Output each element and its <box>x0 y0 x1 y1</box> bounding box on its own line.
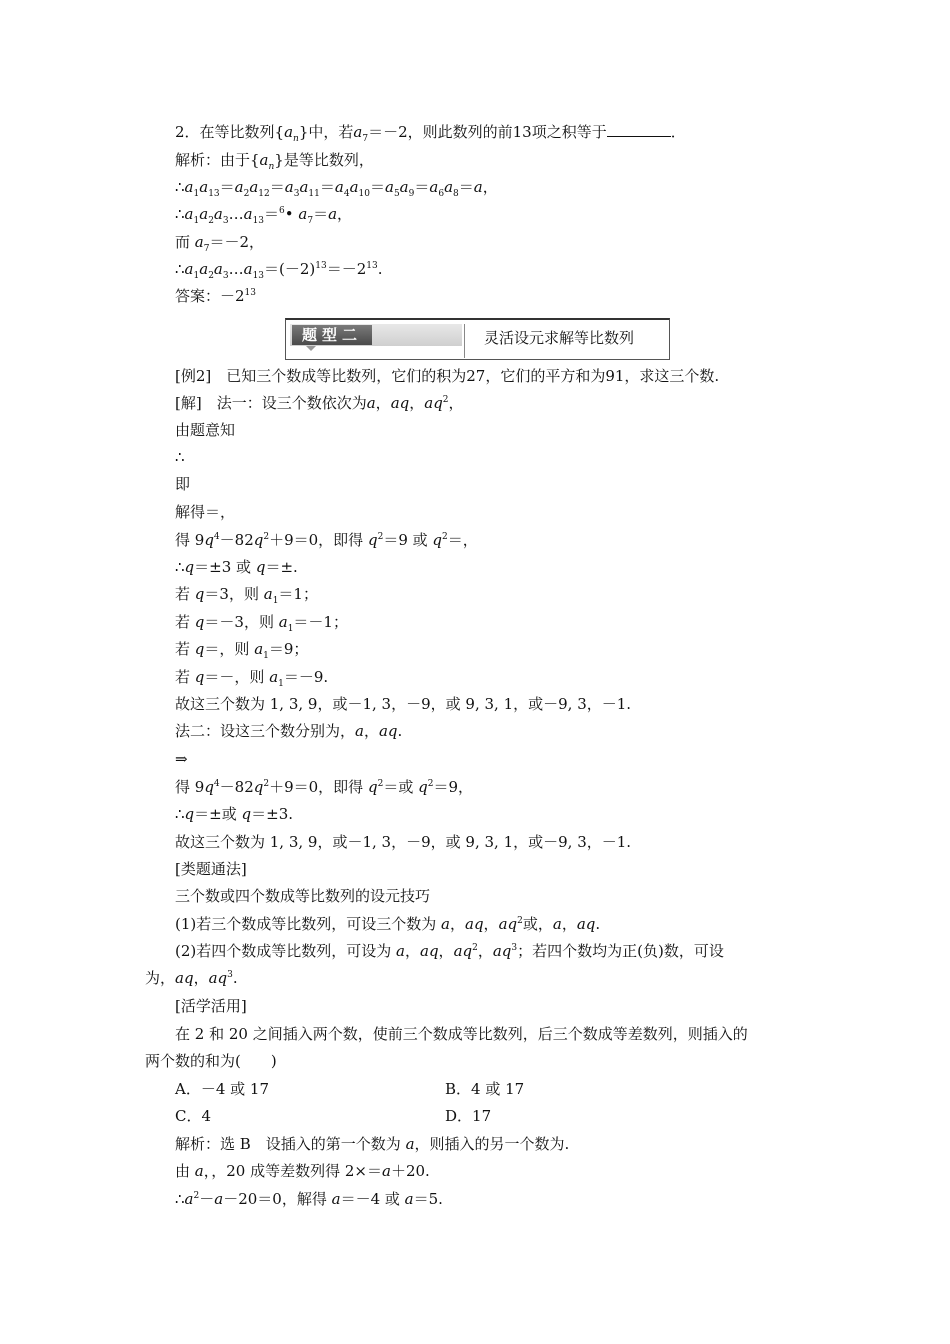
ex2-line: ∴ <box>175 448 185 466</box>
option-a: A．－4 或 17 <box>175 1080 269 1098</box>
ex2-line: 法二：设这三个数分别为，a，aq. <box>175 722 403 740</box>
q2-answer: 答案：$-2^{13}$ <box>175 287 256 305</box>
ex2-line: 由题意知 <box>175 421 236 439</box>
practice-question-cont: 两个数的和为( ) <box>145 1052 277 1070</box>
q2-line-result: $\therefore a_1a_2a_3\dots a_{13}=(-2)^{13}=-2^{13}$. <box>175 260 383 281</box>
method-title: 三个数或四个数成等比数列的设元技巧 <box>175 887 431 905</box>
practice-solution-1: 解析：选 B 设插入的第一个数为 a，则插入的另一个数为. <box>175 1135 570 1153</box>
ex2-line: ∴q＝±或 q＝±3. <box>175 805 294 823</box>
ex2-solution-intro: [解] 法一：设三个数依次为a，aq，$aq^2$， <box>175 394 464 412</box>
banner-notch-icon <box>306 346 316 351</box>
practice-solution-2: 由 a，，20 成等差数列得 2×＝a＋20. <box>175 1162 430 1180</box>
option-d: D．17 <box>445 1107 492 1125</box>
practice-label: [活学活用] <box>175 997 247 1015</box>
q2-line-products: $\therefore a_1a_{13}=a_2a_{12}=a_3a_{11}=a_4a_{10}=a_5a_9=a_6a_8=a$， <box>175 178 498 199</box>
ex2-line: ∴q＝±3 或 q＝±. <box>175 558 298 576</box>
option-b: B．4 或 17 <box>445 1080 525 1098</box>
banner-badge: 题型二 <box>292 325 372 345</box>
ex2-line: 若 q＝－3，则 $a_1=-1$； <box>175 613 348 634</box>
ex2-line: 即 <box>175 475 191 493</box>
method-point-2-cont: 为，aq，$aq^3$. <box>145 969 238 987</box>
practice-solution-3: $\therefore a^2-a-20=0$，解得 a＝－4 或 a＝5. <box>175 1190 443 1208</box>
ex2-line: 故这三个数为 1, 3, 9，或－1, 3，－9，或 9, 3, 1，或－9, 3，－1. <box>175 695 632 713</box>
answer-blank <box>607 122 671 137</box>
q2-line-a7: 而 $a_7=-2$， <box>175 233 265 254</box>
ex2-line: 故这三个数为 1, 3, 9，或－1, 3，－9，或 9, 3, 1，或－9, 3，－1. <box>175 833 632 851</box>
method-label: [类题通法] <box>175 860 247 878</box>
ex2-line: 得 $9q^4-82q^2+9=0$，即得 $q^2=$或 $q^2=9$， <box>175 778 473 796</box>
q2-line-chain: $\therefore a_1a_2a_3\dots a_{13}=^6•$ $a_7=a$， <box>175 205 353 226</box>
ex2-line: 若 q＝，则 $a_1=9$； <box>175 640 309 661</box>
ex2-line: ⇒ <box>175 750 188 768</box>
method-point-1: (1)若三个数成等比数列，可设三个数为 a，aq，$aq^2$或，a，aq. <box>175 915 601 933</box>
practice-question: 在 2 和 20 之间插入两个数，使前三个数成等比数列，后三个数成等差数列，则插入的 <box>175 1025 748 1043</box>
example-2-title: [例2] 已知三个数成等比数列，它们的积为27，它们的平方和为91，求这三个数. <box>175 367 720 385</box>
banner-title: 灵活设元求解等比数列 <box>484 329 635 347</box>
option-c: C．4 <box>175 1107 212 1125</box>
topic-banner <box>285 318 670 360</box>
method-point-2: (2)若四个数成等比数列，可设为 a，aq，$aq^2$，$aq^3$；若四个数均为正(负)数，可设 <box>175 942 724 960</box>
banner-tag <box>290 324 462 346</box>
ex2-line: 若 q＝－，则 $a_1=-9$. <box>175 668 329 689</box>
ex2-line: 若 q＝3，则 $a_1=1$； <box>175 585 318 606</box>
q2-solution-label: 解析：由于$\{a_n\}$是等比数列， <box>175 151 374 172</box>
ex2-line: 得 $9q^4-82q^2+9=0$，即得 $q^2=9$ 或 $q^2=$， <box>175 531 478 549</box>
ex2-line: 解得＝， <box>175 503 236 521</box>
q2-stem: 2．在等比数列$\{a_n\}$中，若$a_7=-2$，则此数列的前13项之积等于 ． <box>175 123 686 144</box>
banner-divider <box>464 324 465 358</box>
